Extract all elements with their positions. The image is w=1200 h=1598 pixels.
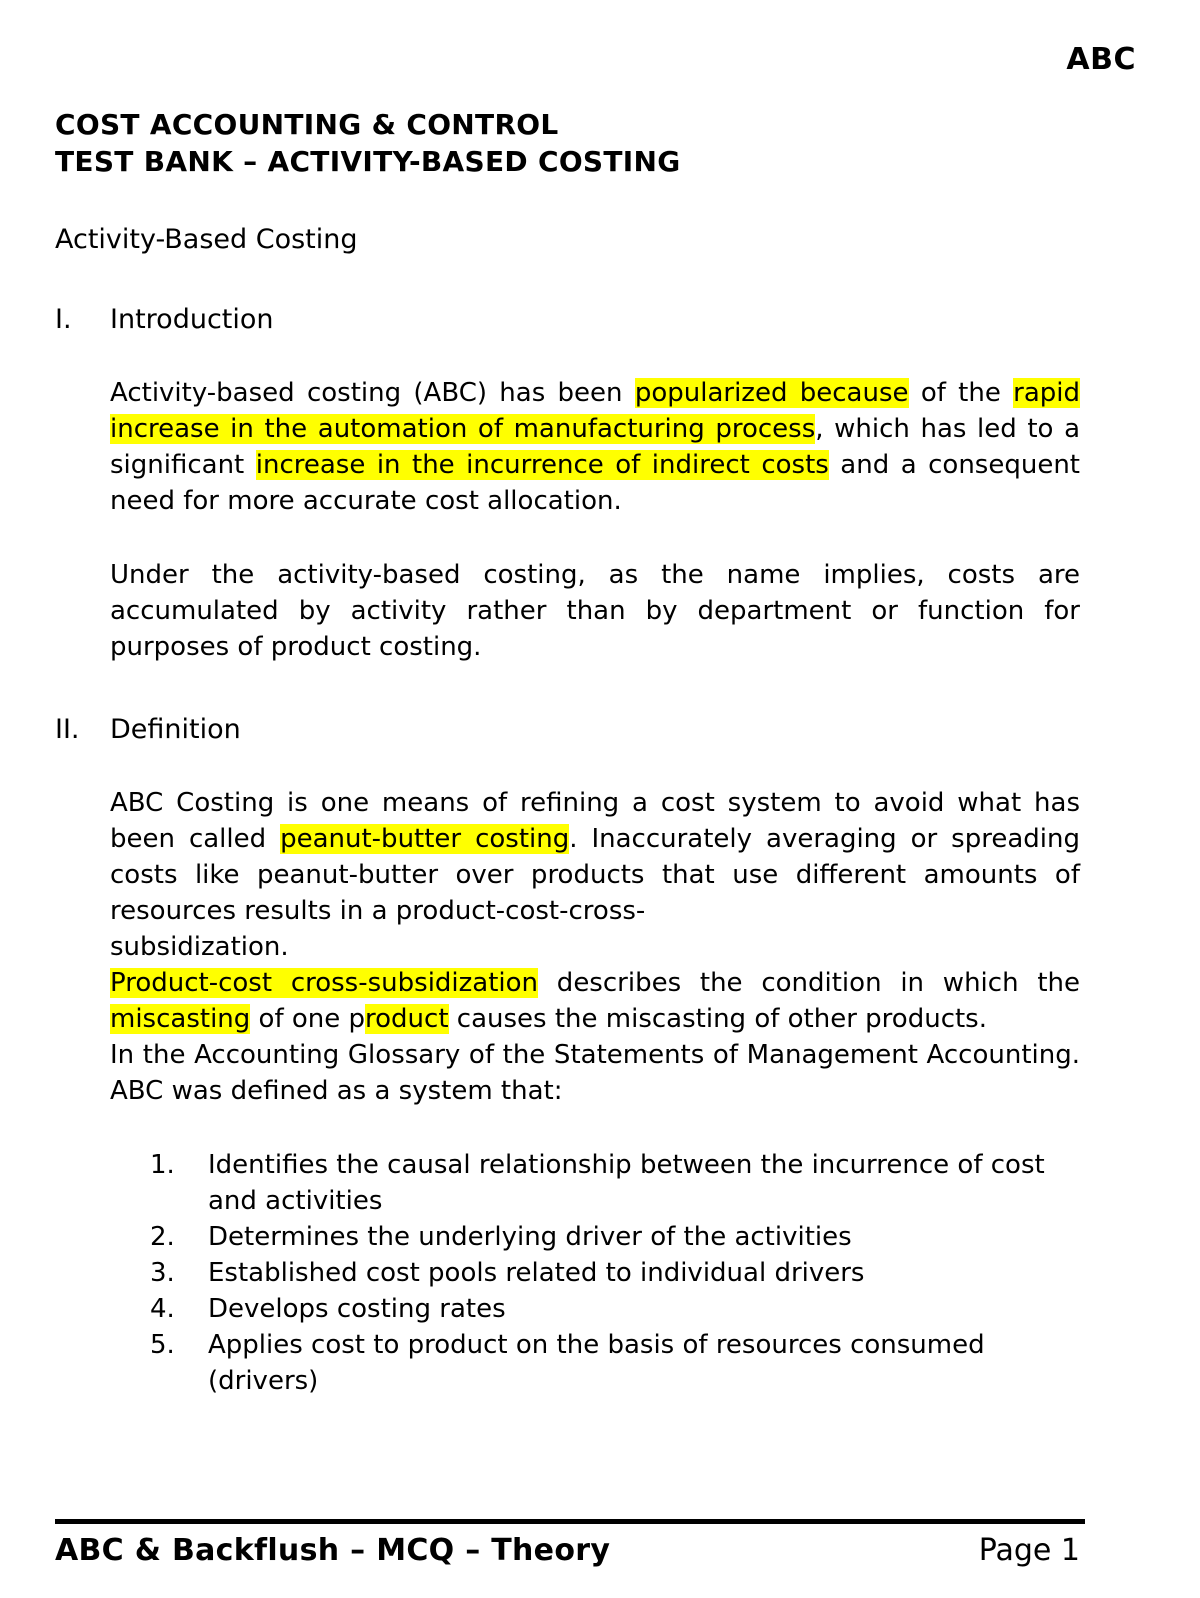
footer-page-number: Page 1 xyxy=(978,1533,1080,1568)
text-segment: ABC Costing is one means of refining a cost system to avoid what has been called xyxy=(110,788,1080,854)
list-item-text: Develops costing rates xyxy=(208,1294,506,1324)
text-segment: . Inaccurately averaging or spreading costs like peanut-butter over products that use different amounts of resources results in a product-cost-cross- xyxy=(110,824,1080,926)
highlighted-text: popularized because xyxy=(634,378,909,408)
list-item xyxy=(150,1291,1080,1327)
section-heading-text: Definition xyxy=(110,714,241,745)
highlighted-text: roduct xyxy=(365,1004,449,1034)
list-item-text: Applies cost to product on the basis of resources consumed (drivers) xyxy=(208,1330,985,1396)
text-segment: causes the miscasting of other products. xyxy=(448,1004,987,1034)
document-subtitle: Activity-Based Costing xyxy=(55,224,358,255)
document-title xyxy=(55,106,1080,180)
highlighted-text: Product-cost cross-subsidization xyxy=(110,968,539,998)
paragraph xyxy=(110,1037,1080,1109)
list-item-text: Determines the underlying driver of the activities xyxy=(208,1222,852,1252)
highlighted-text: rapid increase in the automation of manufacturing process xyxy=(110,378,1081,444)
highlighted-text: miscasting xyxy=(110,1004,251,1034)
list-item xyxy=(150,1327,1080,1399)
section-heading-definition xyxy=(55,713,1080,747)
title-line-2: TEST BANK – ACTIVITY-BASED COSTING xyxy=(55,145,681,178)
paragraph xyxy=(110,375,1080,519)
text-segment: describes the condition in which the xyxy=(538,968,1080,998)
section-numeral: II. xyxy=(55,714,80,745)
page-footer xyxy=(55,1519,1080,1570)
section-body-introduction xyxy=(110,337,1080,665)
paragraph xyxy=(110,965,1080,1037)
section-body-definition xyxy=(110,747,1080,1109)
corner-label: ABC xyxy=(1066,42,1136,77)
text-segment: In the Accounting Glossary of the Statements of Management Accounting. ABC was defined as a system that: xyxy=(110,1040,1080,1106)
footer-document-name: ABC & Backflush – MCQ – Theory xyxy=(55,1533,611,1568)
text-segment: Under the activity-based costing, as the name implies, costs are accumulated by activity rather than by department or function for purposes of product costing. xyxy=(110,560,1080,662)
footer-divider xyxy=(55,1519,1085,1524)
section-heading-introduction xyxy=(55,303,1080,337)
text-segment: Activity-based costing (ABC) has been xyxy=(110,378,635,408)
list-item-text: Identifies the causal relationship between the incurrence of cost and activities xyxy=(208,1150,1045,1216)
list-item-text: Established cost pools related to individual drivers xyxy=(208,1258,865,1288)
list-item-number: 2. xyxy=(150,1222,175,1252)
section-heading-text: Introduction xyxy=(110,304,274,335)
section-numeral: I. xyxy=(55,304,72,335)
title-line-1: COST ACCOUNTING & CONTROL xyxy=(55,108,559,141)
paragraph xyxy=(110,929,1080,965)
list-item xyxy=(150,1147,1080,1219)
list-item xyxy=(150,1219,1080,1255)
text-segment: and a consequent need for more accurate cost allocation. xyxy=(110,450,1080,516)
text-segment: of one p xyxy=(250,1004,366,1034)
paragraph xyxy=(110,557,1080,665)
definition-list xyxy=(150,1147,1080,1399)
list-item-number: 4. xyxy=(150,1294,175,1324)
list-item-number: 5. xyxy=(150,1330,175,1360)
text-segment: of the xyxy=(908,378,1014,408)
paragraph xyxy=(110,785,1080,929)
text-segment: subsidization. xyxy=(110,932,289,962)
list-item-number: 3. xyxy=(150,1258,175,1288)
highlighted-text: increase in the incurrence of indirect costs xyxy=(255,450,829,480)
text-segment: , which has led to a significant xyxy=(110,414,1081,480)
highlighted-text: peanut-butter costing xyxy=(280,824,570,854)
list-item xyxy=(150,1255,1080,1291)
list-item-number: 1. xyxy=(150,1150,175,1180)
